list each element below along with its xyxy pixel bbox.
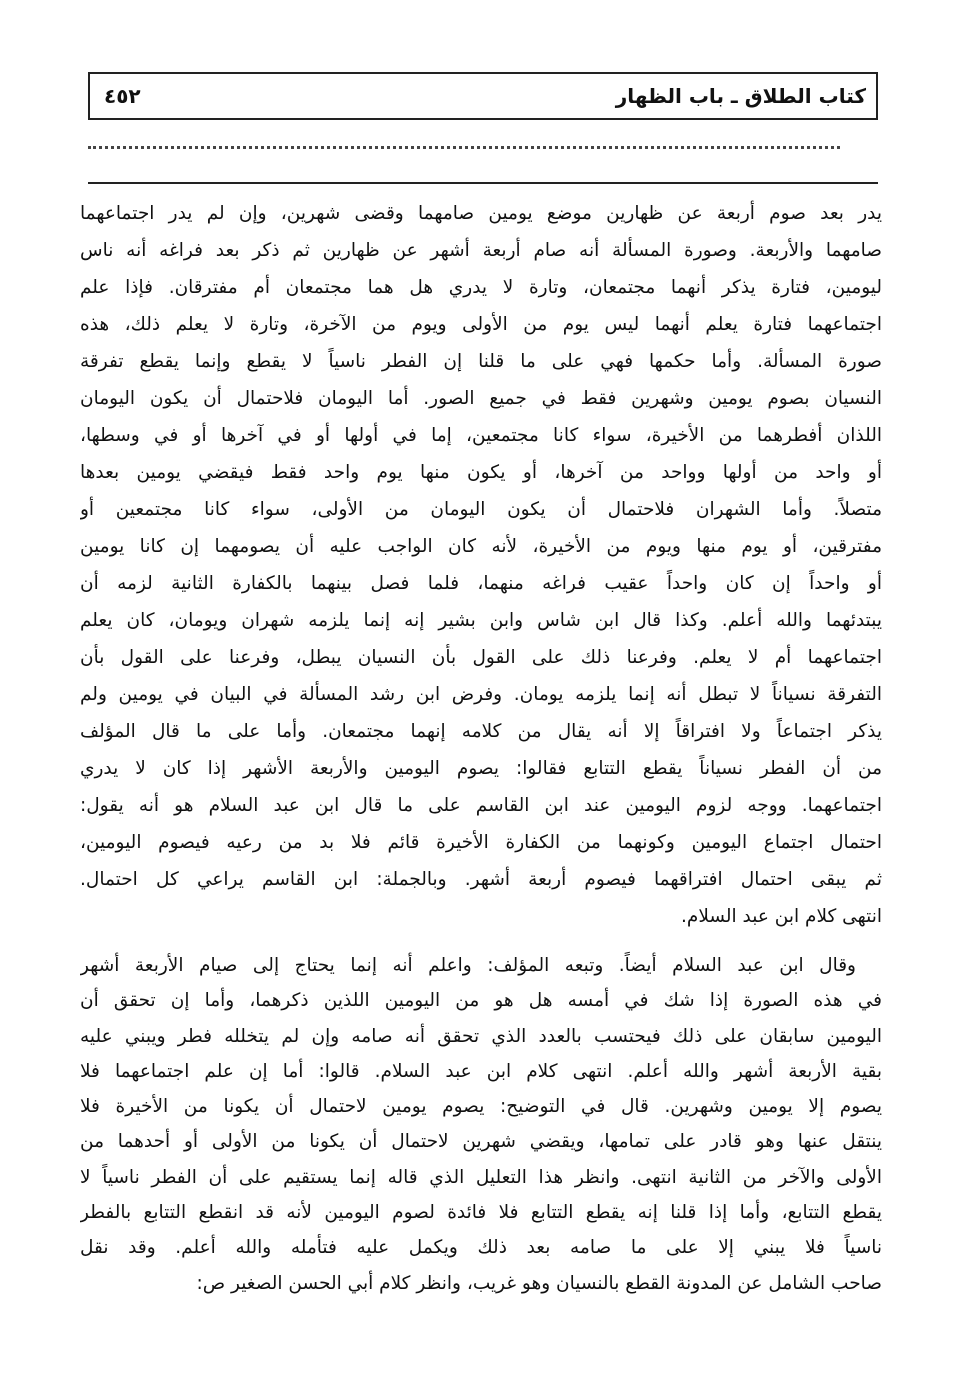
text-line: يدر بعد صوم أربعة عن ظهارين موضع يومين صامهما وقضى شهرين، وإن لم يدر اجتماعهما: [80, 203, 882, 224]
text-line: متصلاً. وأما الشهران فلاحتمال أن يكون اليومان من الأولى، سواء كانا مجتمعين أو: [80, 499, 882, 520]
text-line: مفترقين، أو يوم منها ويوم من الأخيرة، لأنه كان الواجب عليه أن يصومهما إن كانا يومين: [80, 536, 882, 557]
text-line: يقطع التتابع، وأما إذا قلنا إنه يقطع التتابع فلا فائدة لصوم اليومين لأنه قد انقطع التتابع بالفطر: [80, 1202, 882, 1224]
text-line: اجتماعهما. ووجه لزوم اليومين عند ابن القاسم على ما قال ابن عبد السلام هو أنه يقول:: [80, 795, 882, 816]
horizontal-rule: [88, 182, 878, 184]
paragraph-2: [80, 948, 882, 1301]
text-line: وقال ابن عبد السلام أيضاً. وتبعه المؤلف: واعلم أنه إنما يحتاج إلى صيام الأربعة أشهر: [80, 955, 856, 976]
text-line: يبتدئهما والله أعلم. وكذا قال ابن شاس وابن بشير إنه إنما يلزمه شهران ويومان، كان يعلم: [80, 610, 882, 631]
text-line: صاحب الشامل عن المدونة القطع بالنسيان وهو غريب، وانظر كلام أبي الحسن الصغير ص:: [196, 1272, 882, 1294]
text-line: ليومين، فتارة يذكر أنهما مجتمعان، وتارة لا يدري هل هما مجتمعان أم مفترقان. فإذا علم: [80, 277, 882, 298]
text-line: أو واحداً إن كان واحداً عقيب فراغه منهما، فلما فصل بينهما بالكفارة الثانية لزمه أن: [80, 573, 882, 594]
text-line: يصوم إلا يومين وشهرين. قال في التوضيح: يصوم يومين لاحتمال أن يكونا من الأخيرة فلا: [80, 1096, 882, 1118]
text-line: ناسياً فلا يبني إلا على ما صامه بعد ذلك ويكمل عليه فتأمله والله أعلم. وقد نقل: [80, 1237, 882, 1259]
text-line: النسيان بصوم يومين وشهرين فقط في جميع الصور. أما اليومان فلاحتمال أن يكون اليومان: [80, 388, 882, 409]
running-header: [88, 72, 878, 120]
text-line: صامهما والأربعة. وصورة المسألة أنه صام أربعة أشهر عن ظهارين ثم ذكر بعد فراغه أنه ناس: [80, 240, 882, 261]
text-line: بقية الأربعة أشهر والله أعلم. انتهى كلام ابن عبد السلام. قالوا: أما إن علم اجتماعهما فلا: [80, 1060, 882, 1082]
text-line: أو واحد من أولها وواحد من آخرها، أو يكون منها يوم واحد فقط فيقضي يومين بعدها: [80, 462, 882, 483]
text-line: اليومين سابقان على ذلك فيحتسب بالعدد الذي تحقق أنه صامه وإن لم يتخلله فطر ويبني عليه: [80, 1025, 882, 1047]
text-line: احتمال اجتماع اليومين وكونهما من الكفارة الأخيرة قائم فلا بد من رعيه فيصوم اليومين،: [80, 832, 882, 853]
text-line: ثم يبقى احتمال افتراقهما فيصوم أربعة أشهر. وبالجملة: ابن القاسم يراعي كل احتمال.: [80, 869, 882, 890]
text-line: من أن الفطر نسياناً يقطع التتابع فقالوا: يصوم اليومين والأربعة الأشهر إذا كان لا يدري: [80, 758, 882, 779]
text-line: اجتماعهما فتارة يعلم أنهما ليس يوم من الأولى ويوم من الآخرة، وتارة لا يعلم ذلك، هذه: [80, 314, 882, 335]
running-title: كتاب الطلاق ـ باب الظهار: [615, 84, 866, 108]
page-number: ٤٥٢: [104, 84, 141, 108]
text-line: في هذه الصورة إذا شك في أمسه هل هو من اليومين اللذين ذكرهما، وأما إن تحقق أن: [80, 990, 882, 1012]
text-line: صورة المسألة. وأما حكمها فهي على ما قلنا إن الفطر ناسياً لا يقطع وإنما يقطع تفرقة: [80, 351, 882, 372]
text-line: التفرقة نسياناً لا تبطل أنه إنما يلزمه يومان. وفرض ابن رشد المسألة في البيان في يومين ولم: [80, 684, 882, 705]
text-line: اجتماعهما أم لا يعلم. وفرعنا ذلك على القول بأن النسيان يبطل، وفرعنا على القول بأن: [80, 647, 882, 668]
dotted-separator: [88, 146, 840, 151]
text-line: الأولى والآخر من الثانية انتهى. وانظر هذا التعليل الذي قاله إنما يستقيم على أن الفطر ناسياً لا: [80, 1166, 882, 1188]
text-line: انتهى كلام ابن عبد السلام.: [681, 906, 882, 927]
text-line: ينتقل عنها وهو قادر على تمامها، ويقضي شهرين لاحتمال أن يكونا من الأولى أو أحدهما من: [80, 1131, 882, 1153]
paragraph-1: [80, 195, 882, 935]
text-line: اللذان أفطرهما من الأخيرة، سواء كانا مجتمعين، إما في أولها أو في آخرها أو في وسطها،: [80, 425, 882, 446]
text-line: يذكر اجتماعاً ولا افتراقاً إلا أنه يقال من كلامه إنهما مجتمعان. وأما على ما قال المؤلف: [80, 721, 882, 742]
